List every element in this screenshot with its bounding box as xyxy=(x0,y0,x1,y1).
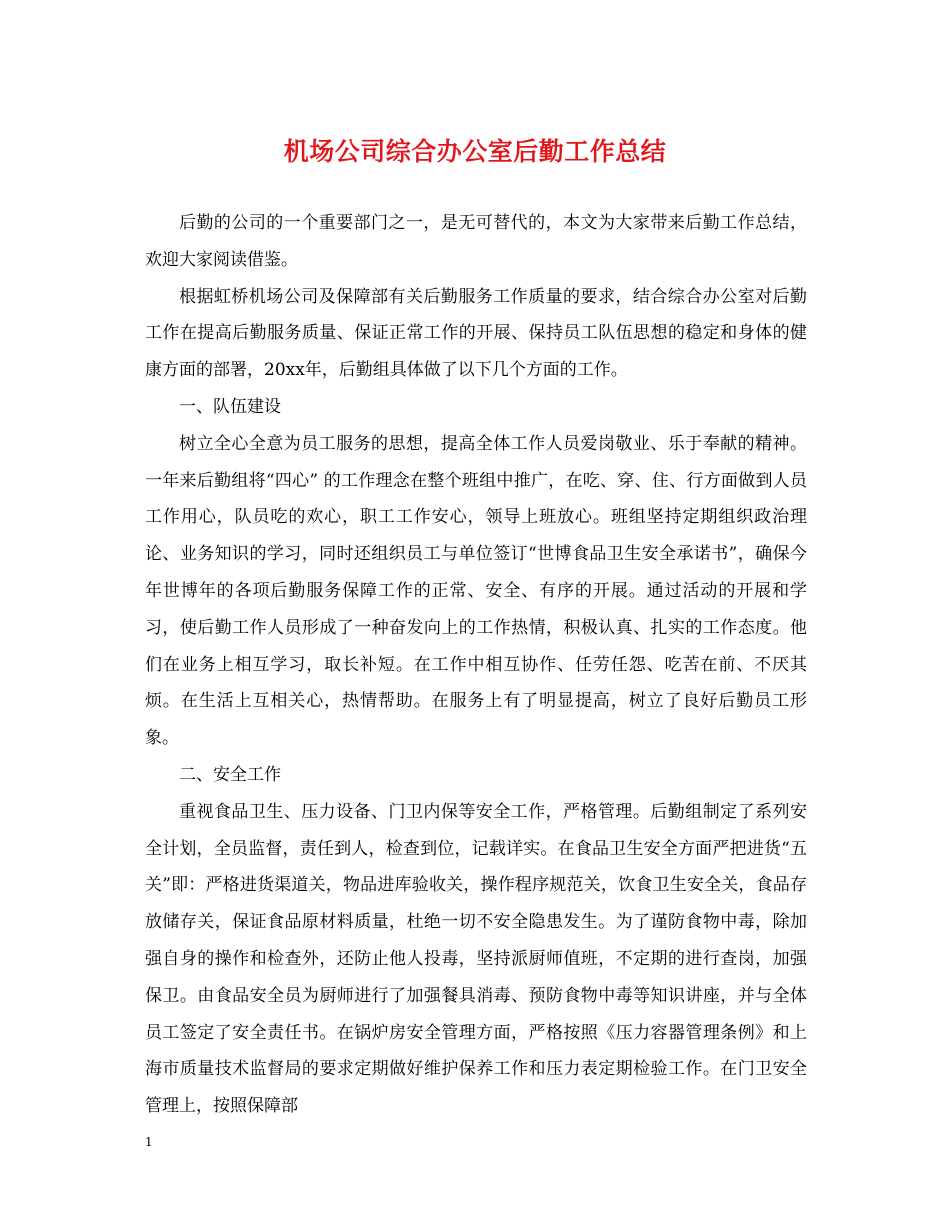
paragraph-team: 树立全心全意为员工服务的思想，提高全体工作人员爱岗敬业、乐于奉献的精神。一年来后勤组将“四心” 的工作理念在整个班组中推广，在吃、穿、住、行方面做到人员工作用心，队员吃的欢心，职工工作安心，领导上班放心。班组坚持定期组织政治理论、业务知识的学习，同时还组织员工与单位签订“世博食品卫生安全承诺书”，确保今年世博年的各项后勤服务保障工作的正常、安全、有序的开展。通过活动的开展和学习，使后勤工作人员形成了一种奋发向上的工作热情，积极认真、扎实的工作态度。他们在业务上相互学习，取长补短。在工作中相互协作、任劳任怨、吃苦在前、不厌其烦。在生活上互相关心，热情帮助。在服务上有了明显提高，树立了良好后勤员工形象。 xyxy=(145,433,807,749)
paragraph-intro: 后勤的公司的一个重要部门之一，是无可替代的，本文为大家带来后勤工作总结，欢迎大家阅读借鉴。 xyxy=(145,213,807,270)
document-body xyxy=(145,205,807,1125)
paragraph-overview: 根据虹桥机场公司及保障部有关后勤服务工作质量的要求，结合综合办公室对后勤工作在提高后勤服务质量、保证正常工作的开展、保持员工队伍思想的稳定和身体的健康方面的部署，20xx年，后勤组具体做了以下几个方面的工作。 xyxy=(145,286,807,381)
section-heading-team: 一、队伍建设 xyxy=(179,396,281,417)
page-number: 1 xyxy=(145,1135,153,1149)
section-heading-safety: 二、安全工作 xyxy=(179,764,281,785)
document-title: 机场公司综合办公室后勤工作总结 xyxy=(283,137,667,166)
paragraph-safety: 重视食品卫生、压力设备、门卫内保等安全工作，严格管理。后勤组制定了系列安全计划，全员监督，责任到人，检查到位，记载详实。在食品卫生安全方面严把进货“五关”即：严格进货渠道关，物品进库验收关，操作程序规范关，饮食卫生安全关，食品存放储存关，保证食品原材料质量，杜绝一切不安全隐患发生。为了谨防食物中毒，除加强自身的操作和检查外，还防止他人投毒，坚持派厨师值班，不定期的进行查岗，加强保卫。由食品安全员为厨师进行了加强餐具消毒、预防食物中毒等知识讲座，并与全体员工签定了安全责任书。在锅炉房安全管理方面，严格按照《压力容器管理条例》和上海市质量技术监督局的要求定期做好维护保养工作和压力表定期检验工作。在门卫安全管理上，按照保障部 xyxy=(145,801,807,1117)
